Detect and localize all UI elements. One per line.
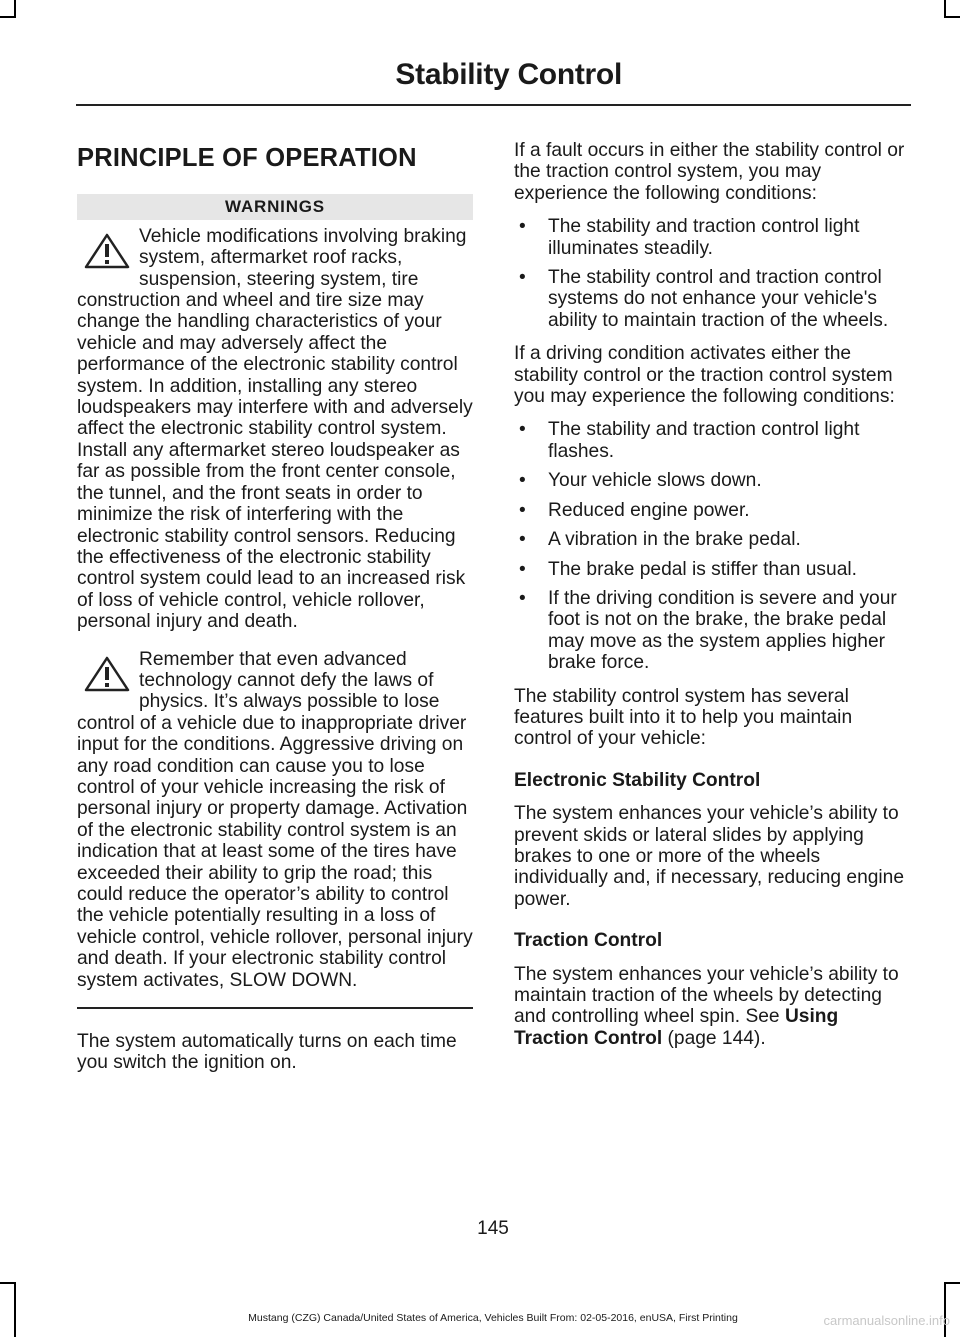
warnings-header: WARNINGS bbox=[77, 194, 473, 219]
warning-text: Vehicle modifications involving braking system, aftermarket roof racks, suspension, steering system, tire construction and wheel and tire size may change the handling characteristics of your vehicle and may adversely affect the performance of the electronic stability control system. In addition, installing any stereo loudspeakers may interfere with and adversely affect the electronic stability control system. Install any aftermarket stereo loudspeaker as far as possible from the front center console, the tunnel, and the front seats in order to minimize the risk of interfering with the electronic stability control sensors. Reducing the effectiveness of the electronic stability control system could lead to an increased risk of loss of vehicle control, vehicle rollover, personal injury and death. bbox=[77, 225, 473, 633]
left-column bbox=[77, 140, 473, 1086]
header-divider bbox=[76, 104, 911, 106]
bullet-icon: • bbox=[519, 529, 526, 551]
list-item: • Reduced engine power. bbox=[519, 499, 750, 521]
bullet-icon: • bbox=[519, 216, 526, 238]
warnings-end-divider bbox=[77, 1007, 473, 1009]
warning-text: Remember that even advanced technology cannot defy the laws of physics. It’s always possible to lose control of a vehicle due to inappropriate driver input for the conditions. Aggressive driving on any road condition can cause you to lose control of your vehicle increasing the risk of personal injury or property damage. Activation of the electronic stability control system is an indication that at least some of the tires have exceeded their ability to grip the road; this could reduce the operator’s ability to control the vehicle potentially resulting in a loss of vehicle control, vehicle rollover, personal injury and death. If your electronic stability control system activates, SLOW DOWN. bbox=[77, 648, 473, 991]
bullet-icon: • bbox=[519, 499, 526, 521]
crop-mark bbox=[944, 0, 946, 17]
cross-reference-link[interactable]: Using Traction Control bbox=[514, 1006, 839, 1049]
traction-control-heading: Traction Control bbox=[514, 930, 663, 952]
list-item: • The stability and traction control light illuminates steadily. bbox=[519, 216, 860, 259]
crop-mark bbox=[0, 16, 16, 18]
footer-text: Mustang (CZG) Canada/United States of America, Vehicles Built From: 02-05-2016, enUSA, First Printing bbox=[248, 1312, 738, 1324]
watermark: carmanualsonline.info bbox=[823, 1313, 950, 1328]
traction-control-paragraph: The system enhances your vehicle’s ability to maintain traction of the wheels by detecting and controlling wheel spin. See Using Traction Control (page 144). bbox=[514, 963, 899, 1049]
fault-conditions-list bbox=[514, 216, 910, 331]
list-item: • A vibration in the brake pedal. bbox=[519, 529, 801, 551]
bullet-icon: • bbox=[519, 470, 526, 492]
crop-mark bbox=[944, 1282, 960, 1284]
warning-block bbox=[77, 649, 473, 992]
list-item: • Your vehicle slows down. bbox=[519, 470, 762, 492]
activation-conditions-list bbox=[514, 419, 910, 673]
right-column bbox=[514, 140, 910, 1061]
list-item: • The stability control and traction control systems do not enhance your vehicle's ability to maintain traction of the wheels. bbox=[519, 267, 889, 331]
bullet-icon: • bbox=[519, 558, 526, 580]
warning-block bbox=[77, 226, 473, 633]
page-reference: (page 144). bbox=[667, 1027, 766, 1049]
warning-triangle-icon bbox=[83, 232, 131, 270]
list-item: • The stability and traction control light flashes. bbox=[519, 419, 860, 462]
bullet-icon: • bbox=[519, 587, 526, 609]
warning-triangle-icon bbox=[83, 655, 131, 693]
esc-heading: Electronic Stability Control bbox=[514, 769, 761, 791]
fault-intro: If a fault occurs in either the stability control or the traction control system, you may experience the following conditions: bbox=[514, 140, 905, 204]
section-heading: PRINCIPLE OF OPERATION bbox=[77, 144, 417, 172]
crop-mark bbox=[944, 16, 960, 18]
bullet-icon: • bbox=[519, 419, 526, 441]
crop-mark bbox=[14, 0, 16, 17]
activation-intro: If a driving condition activates either the stability control or the traction control system you may experience the following conditions: bbox=[514, 343, 895, 408]
features-intro: The stability control system has several features built into it to help you maintain control of your vehicle: bbox=[514, 685, 853, 750]
crop-mark bbox=[944, 1282, 946, 1337]
bullet-icon: • bbox=[519, 267, 526, 289]
list-item: • The brake pedal is stiffer than usual. bbox=[519, 558, 857, 580]
ignition-paragraph: The system automatically turns on each time you switch the ignition on. bbox=[77, 1031, 457, 1074]
crop-mark bbox=[0, 1282, 16, 1284]
esc-paragraph: The system enhances your vehicle’s ability to prevent skids or lateral slides by applying brakes to one or more of the wheels individually and, if necessary, reducing engine power. bbox=[514, 803, 905, 910]
page-number: 145 bbox=[477, 1218, 509, 1239]
crop-mark bbox=[14, 1282, 16, 1337]
list-item: • If the driving condition is severe and your foot is not on the brake, the brake pedal may move as the system applies higher brake force. bbox=[519, 587, 897, 674]
page-title: Stability Control bbox=[395, 58, 622, 91]
